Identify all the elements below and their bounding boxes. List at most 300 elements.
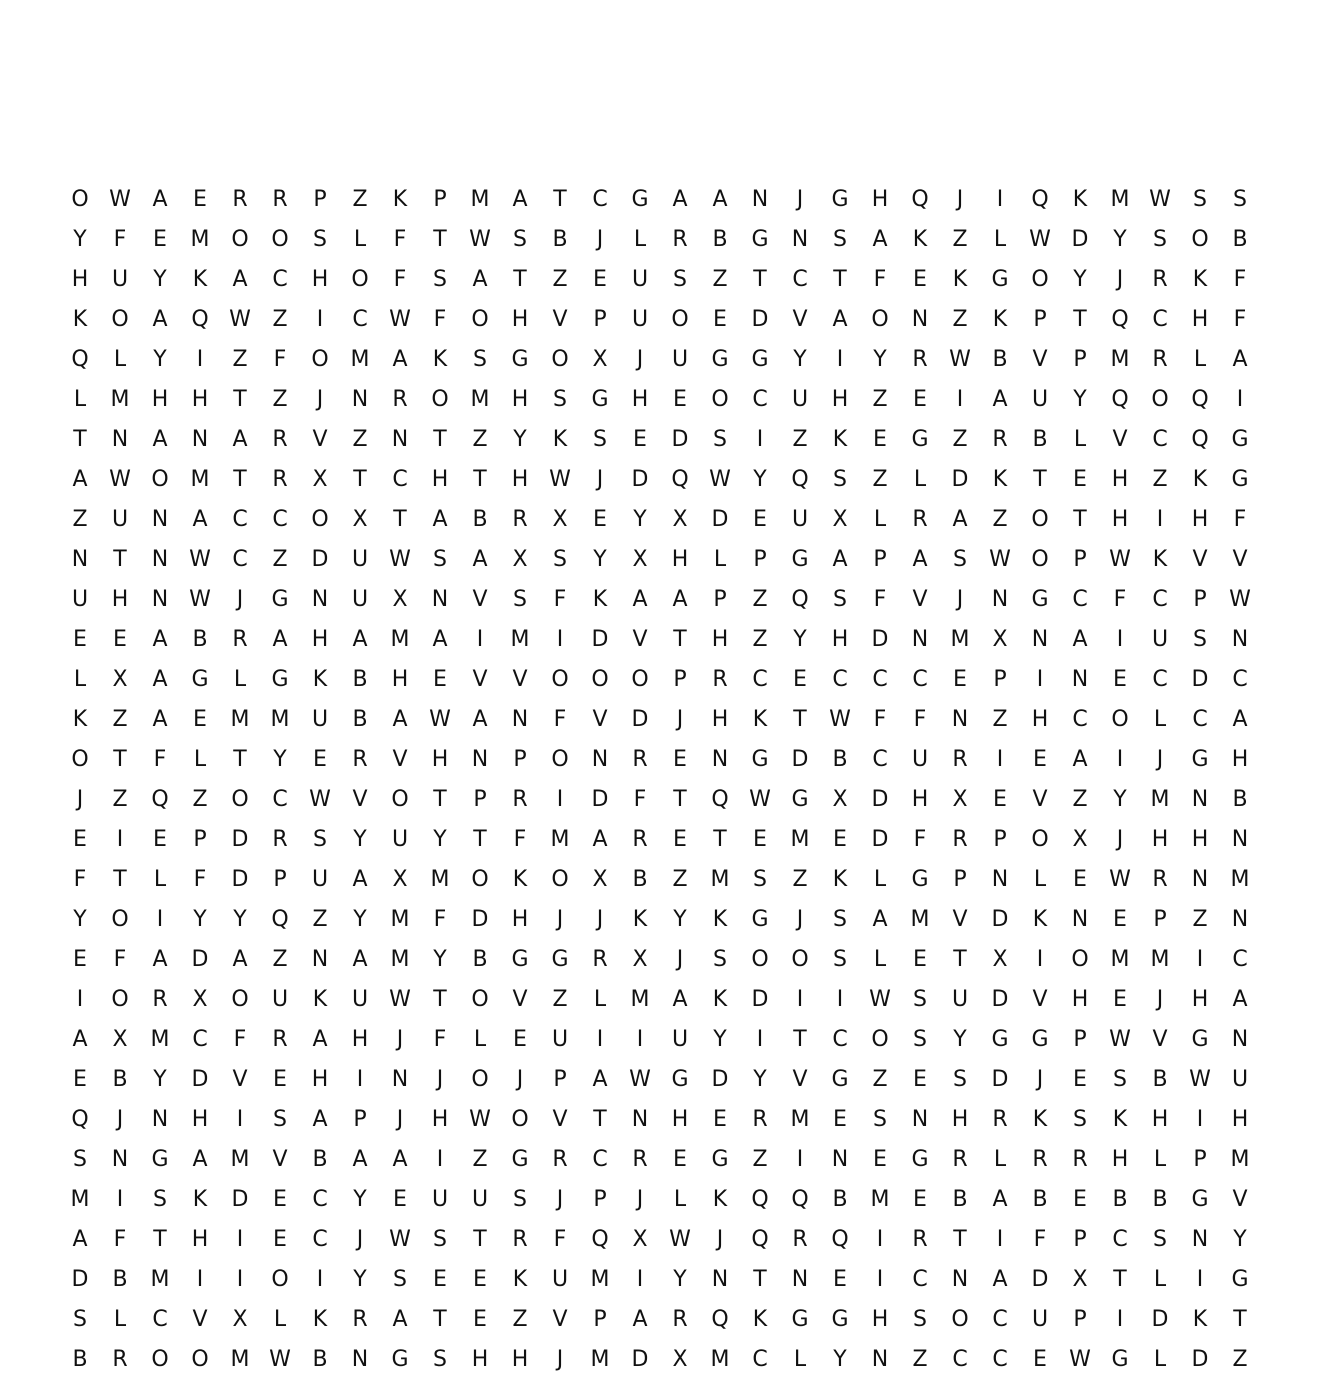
grid-letter-cell[interactable]: V xyxy=(592,707,608,732)
grid-letter-cell[interactable]: R xyxy=(632,747,648,772)
grid-letter-cell[interactable]: L xyxy=(1073,427,1087,452)
grid-letter-cell[interactable]: U xyxy=(791,507,809,532)
grid-letter-cell[interactable]: G xyxy=(751,347,769,372)
grid-letter-cell[interactable]: I xyxy=(996,747,1004,772)
grid-letter-cell[interactable]: H xyxy=(511,467,529,492)
grid-letter-cell[interactable]: C xyxy=(312,1227,328,1252)
grid-letter-cell[interactable]: C xyxy=(312,1187,328,1212)
grid-letter-cell[interactable]: N xyxy=(791,1267,809,1292)
grid-letter-cell[interactable]: H xyxy=(1191,307,1209,332)
grid-letter-cell[interactable]: I xyxy=(596,1027,604,1052)
grid-letter-cell[interactable]: N xyxy=(631,1107,649,1132)
grid-letter-cell[interactable]: V xyxy=(512,987,528,1012)
grid-letter-cell[interactable]: Y xyxy=(873,347,887,372)
grid-letter-cell[interactable]: Z xyxy=(272,307,288,332)
grid-letter-cell[interactable]: E xyxy=(273,1227,287,1252)
grid-letter-cell[interactable]: W xyxy=(309,787,331,812)
grid-letter-cell[interactable]: S xyxy=(313,227,327,252)
grid-letter-cell[interactable]: C xyxy=(232,547,248,572)
grid-letter-cell[interactable]: D xyxy=(231,867,249,892)
grid-letter-cell[interactable]: Q xyxy=(1111,387,1129,412)
grid-letter-cell[interactable]: I xyxy=(636,1027,644,1052)
grid-letter-cell[interactable]: H xyxy=(1231,747,1249,772)
grid-letter-cell[interactable]: W xyxy=(1149,187,1171,212)
grid-letter-cell[interactable]: V xyxy=(792,307,808,332)
grid-letter-cell[interactable]: P xyxy=(273,867,287,892)
grid-letter-cell[interactable]: Z xyxy=(1152,467,1168,492)
grid-letter-cell[interactable]: Y xyxy=(1233,1227,1247,1252)
grid-letter-cell[interactable]: G xyxy=(1191,747,1209,772)
grid-letter-cell[interactable]: T xyxy=(233,747,247,772)
grid-letter-cell[interactable]: P xyxy=(713,587,727,612)
grid-letter-cell[interactable]: X xyxy=(832,507,848,532)
grid-letter-cell[interactable]: C xyxy=(152,1307,168,1332)
grid-letter-cell[interactable]: V xyxy=(352,787,368,812)
grid-letter-cell[interactable]: Z xyxy=(472,1147,488,1172)
grid-letter-cell[interactable]: C xyxy=(1192,707,1208,732)
grid-letter-cell[interactable]: A xyxy=(1072,627,1088,652)
grid-letter-cell[interactable]: V xyxy=(312,427,328,452)
grid-letter-cell[interactable]: D xyxy=(1191,1347,1209,1372)
grid-letter-cell[interactable]: J xyxy=(316,387,324,412)
grid-letter-cell[interactable]: H xyxy=(1031,707,1049,732)
grid-letter-cell[interactable]: D xyxy=(1151,1307,1169,1332)
grid-letter-cell[interactable]: E xyxy=(193,707,207,732)
grid-letter-cell[interactable]: K xyxy=(1192,1307,1208,1332)
grid-letter-cell[interactable]: M xyxy=(870,1187,890,1212)
grid-letter-cell[interactable]: Q xyxy=(711,1307,729,1332)
grid-letter-cell[interactable]: L xyxy=(993,227,1007,252)
grid-letter-cell[interactable]: L xyxy=(873,867,887,892)
grid-letter-cell[interactable]: K xyxy=(832,867,848,892)
grid-letter-cell[interactable]: P xyxy=(553,1067,567,1092)
grid-letter-cell[interactable]: V xyxy=(192,1307,208,1332)
grid-letter-cell[interactable]: N xyxy=(391,427,409,452)
grid-letter-cell[interactable]: J xyxy=(1156,987,1164,1012)
grid-letter-cell[interactable]: C xyxy=(792,267,808,292)
grid-letter-cell[interactable]: Z xyxy=(912,1347,928,1372)
grid-letter-cell[interactable]: L xyxy=(1033,867,1047,892)
grid-letter-cell[interactable]: S xyxy=(73,1307,87,1332)
grid-letter-cell[interactable]: B xyxy=(312,1347,328,1372)
grid-letter-cell[interactable]: N xyxy=(911,627,929,652)
grid-letter-cell[interactable]: B xyxy=(192,627,208,652)
grid-letter-cell[interactable]: F xyxy=(273,347,287,372)
grid-letter-cell[interactable]: D xyxy=(191,947,209,972)
grid-letter-cell[interactable]: H xyxy=(431,1107,449,1132)
grid-letter-cell[interactable]: R xyxy=(112,1347,128,1372)
grid-letter-cell[interactable]: L xyxy=(913,467,927,492)
grid-letter-cell[interactable]: V xyxy=(632,627,648,652)
grid-letter-cell[interactable]: M xyxy=(710,867,730,892)
grid-letter-cell[interactable]: L xyxy=(233,667,247,692)
grid-letter-cell[interactable]: I xyxy=(116,1187,124,1212)
grid-letter-cell[interactable]: E xyxy=(153,227,167,252)
grid-letter-cell[interactable]: K xyxy=(592,587,608,612)
grid-letter-cell[interactable]: Y xyxy=(593,547,607,572)
grid-letter-cell[interactable]: H xyxy=(671,1107,689,1132)
grid-letter-cell[interactable]: R xyxy=(1152,347,1168,372)
grid-letter-cell[interactable]: V xyxy=(232,1067,248,1092)
grid-letter-cell[interactable]: I xyxy=(796,987,804,1012)
grid-letter-cell[interactable]: C xyxy=(992,1347,1008,1372)
grid-letter-cell[interactable]: M xyxy=(1150,947,1170,972)
grid-letter-cell[interactable]: K xyxy=(552,427,568,452)
grid-letter-cell[interactable]: J xyxy=(556,1187,564,1212)
grid-letter-cell[interactable]: I xyxy=(116,827,124,852)
grid-letter-cell[interactable]: M xyxy=(390,947,410,972)
grid-letter-cell[interactable]: A xyxy=(392,347,408,372)
grid-letter-cell[interactable]: K xyxy=(1152,547,1168,572)
grid-letter-cell[interactable]: A xyxy=(912,547,928,572)
grid-letter-cell[interactable]: S xyxy=(833,907,847,932)
grid-letter-cell[interactable]: Y xyxy=(353,827,367,852)
grid-letter-cell[interactable]: Z xyxy=(712,267,728,292)
grid-letter-cell[interactable]: I xyxy=(1156,507,1164,532)
grid-letter-cell[interactable]: Y xyxy=(633,507,647,532)
grid-letter-cell[interactable]: G xyxy=(1231,427,1249,452)
grid-letter-cell[interactable]: C xyxy=(752,1347,768,1372)
grid-letter-cell[interactable]: F xyxy=(1033,1227,1047,1252)
grid-letter-cell[interactable]: G xyxy=(991,1027,1009,1052)
grid-letter-cell[interactable]: M xyxy=(1230,1147,1250,1172)
grid-letter-cell[interactable]: H xyxy=(191,387,209,412)
grid-letter-cell[interactable]: D xyxy=(591,627,609,652)
grid-letter-cell[interactable]: F xyxy=(393,267,407,292)
grid-letter-cell[interactable]: M xyxy=(70,1187,90,1212)
grid-letter-cell[interactable]: J xyxy=(596,227,604,252)
grid-letter-cell[interactable]: Q xyxy=(711,787,729,812)
grid-letter-cell[interactable]: G xyxy=(911,1147,929,1172)
grid-letter-cell[interactable]: F xyxy=(873,587,887,612)
grid-letter-cell[interactable]: U xyxy=(951,987,969,1012)
grid-letter-cell[interactable]: A xyxy=(352,627,368,652)
grid-letter-cell[interactable]: S xyxy=(273,1107,287,1132)
grid-letter-cell[interactable]: R xyxy=(232,627,248,652)
grid-letter-cell[interactable]: E xyxy=(593,267,607,292)
grid-letter-cell[interactable]: X xyxy=(672,1347,688,1372)
grid-letter-cell[interactable]: W xyxy=(389,1227,411,1252)
grid-letter-cell[interactable]: A xyxy=(192,507,208,532)
grid-letter-cell[interactable]: J xyxy=(676,947,684,972)
grid-letter-cell[interactable]: G xyxy=(391,1347,409,1372)
grid-letter-cell[interactable]: H xyxy=(511,907,529,932)
grid-letter-cell[interactable]: T xyxy=(433,1307,447,1332)
grid-letter-cell[interactable]: N xyxy=(351,1347,369,1372)
grid-letter-cell[interactable]: X xyxy=(992,947,1008,972)
grid-letter-cell[interactable]: U xyxy=(311,707,329,732)
grid-letter-cell[interactable]: Q xyxy=(191,307,209,332)
grid-letter-cell[interactable]: O xyxy=(1191,227,1209,252)
grid-letter-cell[interactable]: H xyxy=(431,747,449,772)
grid-letter-cell[interactable]: E xyxy=(73,1067,87,1092)
grid-letter-cell[interactable]: S xyxy=(433,547,447,572)
grid-letter-cell[interactable]: M xyxy=(1110,347,1130,372)
grid-letter-cell[interactable]: T xyxy=(713,827,727,852)
grid-letter-cell[interactable]: J xyxy=(1036,1067,1044,1092)
grid-letter-cell[interactable]: I xyxy=(436,1147,444,1172)
grid-letter-cell[interactable]: D xyxy=(671,427,689,452)
grid-letter-cell[interactable]: O xyxy=(271,227,289,252)
grid-letter-cell[interactable]: D xyxy=(631,1347,649,1372)
grid-letter-cell[interactable]: R xyxy=(552,1147,568,1172)
grid-letter-cell[interactable]: I xyxy=(556,787,564,812)
grid-letter-cell[interactable]: J xyxy=(636,1187,644,1212)
grid-letter-cell[interactable]: Y xyxy=(153,267,167,292)
grid-letter-cell[interactable]: U xyxy=(671,1027,689,1052)
grid-letter-cell[interactable]: D xyxy=(751,307,769,332)
grid-letter-cell[interactable]: N xyxy=(1231,1027,1249,1052)
grid-letter-cell[interactable]: G xyxy=(1191,1027,1209,1052)
grid-letter-cell[interactable]: R xyxy=(952,1147,968,1172)
grid-letter-cell[interactable]: Z xyxy=(232,347,248,372)
grid-letter-cell[interactable]: W xyxy=(669,1227,691,1252)
grid-letter-cell[interactable]: C xyxy=(832,1027,848,1052)
grid-letter-cell[interactable]: O xyxy=(231,227,249,252)
grid-letter-cell[interactable]: Y xyxy=(433,947,447,972)
grid-letter-cell[interactable]: O xyxy=(431,387,449,412)
grid-letter-cell[interactable]: H xyxy=(191,1107,209,1132)
grid-letter-cell[interactable]: U xyxy=(351,547,369,572)
grid-letter-cell[interactable]: T xyxy=(473,1227,487,1252)
grid-letter-cell[interactable]: J xyxy=(596,467,604,492)
grid-letter-cell[interactable]: I xyxy=(1196,1107,1204,1132)
grid-letter-cell[interactable]: V xyxy=(552,1307,568,1332)
grid-letter-cell[interactable]: O xyxy=(551,867,569,892)
grid-letter-cell[interactable]: F xyxy=(1113,587,1127,612)
grid-letter-cell[interactable]: E xyxy=(113,627,127,652)
grid-letter-cell[interactable]: V xyxy=(392,747,408,772)
grid-letter-cell[interactable]: F xyxy=(113,1227,127,1252)
grid-letter-cell[interactable]: X xyxy=(392,587,408,612)
grid-letter-cell[interactable]: O xyxy=(751,947,769,972)
grid-letter-cell[interactable]: D xyxy=(591,787,609,812)
grid-letter-cell[interactable]: K xyxy=(512,867,528,892)
grid-letter-cell[interactable]: S xyxy=(833,227,847,252)
grid-letter-cell[interactable]: X xyxy=(392,867,408,892)
grid-letter-cell[interactable]: E xyxy=(593,507,607,532)
grid-letter-cell[interactable]: Q xyxy=(671,467,689,492)
grid-letter-cell[interactable]: E xyxy=(1073,1067,1087,1092)
grid-letter-cell[interactable]: G xyxy=(511,947,529,972)
grid-letter-cell[interactable]: A xyxy=(432,507,448,532)
grid-letter-cell[interactable]: N xyxy=(591,747,609,772)
grid-letter-cell[interactable]: N xyxy=(1031,627,1049,652)
grid-letter-cell[interactable]: S xyxy=(1073,1107,1087,1132)
grid-letter-cell[interactable]: P xyxy=(1073,347,1087,372)
grid-letter-cell[interactable]: X xyxy=(832,787,848,812)
grid-letter-cell[interactable]: T xyxy=(833,267,847,292)
grid-letter-cell[interactable]: I xyxy=(876,1227,884,1252)
grid-letter-cell[interactable]: D xyxy=(991,907,1009,932)
grid-letter-cell[interactable]: G xyxy=(711,1147,729,1172)
grid-letter-cell[interactable]: Q xyxy=(71,347,89,372)
grid-letter-cell[interactable]: A xyxy=(632,1307,648,1332)
grid-letter-cell[interactable]: D xyxy=(871,827,889,852)
grid-letter-cell[interactable]: J xyxy=(556,1347,564,1372)
grid-letter-cell[interactable]: G xyxy=(1111,1347,1129,1372)
grid-letter-cell[interactable]: O xyxy=(231,987,249,1012)
grid-letter-cell[interactable]: C xyxy=(872,667,888,692)
grid-letter-cell[interactable]: Z xyxy=(952,427,968,452)
grid-letter-cell[interactable]: Y xyxy=(233,907,247,932)
grid-letter-cell[interactable]: F xyxy=(553,707,567,732)
grid-letter-cell[interactable]: E xyxy=(913,947,927,972)
grid-letter-cell[interactable]: T xyxy=(433,987,447,1012)
grid-letter-cell[interactable]: M xyxy=(550,827,570,852)
grid-letter-cell[interactable]: S xyxy=(713,427,727,452)
grid-letter-cell[interactable]: Z xyxy=(272,947,288,972)
grid-letter-cell[interactable]: L xyxy=(673,1187,687,1212)
grid-letter-cell[interactable]: T xyxy=(953,1227,967,1252)
grid-letter-cell[interactable]: O xyxy=(1031,507,1049,532)
grid-letter-cell[interactable]: G xyxy=(271,667,289,692)
grid-letter-cell[interactable]: G xyxy=(911,427,929,452)
grid-letter-cell[interactable]: G xyxy=(831,1307,849,1332)
grid-letter-cell[interactable]: U xyxy=(111,267,129,292)
grid-letter-cell[interactable]: S xyxy=(513,227,527,252)
grid-letter-cell[interactable]: M xyxy=(470,187,490,212)
grid-letter-cell[interactable]: L xyxy=(1153,1267,1167,1292)
grid-letter-cell[interactable]: T xyxy=(473,827,487,852)
grid-letter-cell[interactable]: N xyxy=(991,587,1009,612)
grid-letter-cell[interactable]: L xyxy=(793,1347,807,1372)
grid-letter-cell[interactable]: M xyxy=(590,1267,610,1292)
grid-letter-cell[interactable]: G xyxy=(1231,1267,1249,1292)
grid-letter-cell[interactable]: P xyxy=(1153,907,1167,932)
grid-letter-cell[interactable]: Y xyxy=(793,347,807,372)
grid-letter-cell[interactable]: P xyxy=(513,747,527,772)
grid-letter-cell[interactable]: M xyxy=(230,707,250,732)
grid-letter-cell[interactable]: W xyxy=(389,547,411,572)
grid-letter-cell[interactable]: B xyxy=(72,1347,88,1372)
grid-letter-cell[interactable]: I xyxy=(836,347,844,372)
grid-letter-cell[interactable]: I xyxy=(316,1267,324,1292)
grid-letter-cell[interactable]: J xyxy=(676,707,684,732)
grid-letter-cell[interactable]: A xyxy=(152,307,168,332)
grid-letter-cell[interactable]: O xyxy=(151,1347,169,1372)
grid-letter-cell[interactable]: A xyxy=(712,187,728,212)
grid-letter-cell[interactable]: B xyxy=(832,1187,848,1212)
grid-letter-cell[interactable]: J xyxy=(796,907,804,932)
grid-letter-cell[interactable]: H xyxy=(391,667,409,692)
grid-letter-cell[interactable]: A xyxy=(272,627,288,652)
grid-letter-cell[interactable]: J xyxy=(956,587,964,612)
grid-letter-cell[interactable]: I xyxy=(316,307,324,332)
grid-letter-cell[interactable]: V xyxy=(512,667,528,692)
grid-letter-cell[interactable]: I xyxy=(756,1027,764,1052)
grid-letter-cell[interactable]: S xyxy=(433,267,447,292)
grid-letter-cell[interactable]: E xyxy=(833,1267,847,1292)
grid-letter-cell[interactable]: T xyxy=(233,387,247,412)
grid-letter-cell[interactable]: M xyxy=(1150,787,1170,812)
grid-letter-cell[interactable]: N xyxy=(831,1147,849,1172)
grid-letter-cell[interactable]: O xyxy=(1031,827,1049,852)
grid-letter-cell[interactable]: R xyxy=(912,347,928,372)
grid-letter-cell[interactable]: I xyxy=(1116,747,1124,772)
grid-letter-cell[interactable]: E xyxy=(753,507,767,532)
grid-letter-cell[interactable]: G xyxy=(711,347,729,372)
grid-letter-cell[interactable]: R xyxy=(952,827,968,852)
grid-letter-cell[interactable]: H xyxy=(71,267,89,292)
grid-letter-cell[interactable]: D xyxy=(951,467,969,492)
grid-letter-cell[interactable]: O xyxy=(671,307,689,332)
grid-letter-cell[interactable]: Q xyxy=(151,787,169,812)
grid-letter-cell[interactable]: M xyxy=(110,387,130,412)
grid-letter-cell[interactable]: E xyxy=(73,627,87,652)
grid-letter-cell[interactable]: K xyxy=(1032,907,1048,932)
grid-letter-cell[interactable]: K xyxy=(712,987,728,1012)
grid-letter-cell[interactable]: D xyxy=(991,987,1009,1012)
grid-letter-cell[interactable]: J xyxy=(516,1067,524,1092)
grid-letter-cell[interactable]: M xyxy=(230,1147,250,1172)
grid-letter-cell[interactable]: U xyxy=(391,827,409,852)
grid-letter-cell[interactable]: Q xyxy=(1031,187,1049,212)
grid-letter-cell[interactable]: C xyxy=(592,1147,608,1172)
grid-letter-cell[interactable]: F xyxy=(73,867,87,892)
grid-letter-cell[interactable]: T xyxy=(393,507,407,532)
grid-letter-cell[interactable]: T xyxy=(673,627,687,652)
grid-letter-cell[interactable]: E xyxy=(873,1147,887,1172)
grid-letter-cell[interactable]: Q xyxy=(791,467,809,492)
grid-letter-cell[interactable]: O xyxy=(471,867,489,892)
grid-letter-cell[interactable]: L xyxy=(993,1147,1007,1172)
grid-letter-cell[interactable]: A xyxy=(1072,747,1088,772)
grid-letter-cell[interactable]: A xyxy=(872,907,888,932)
grid-letter-cell[interactable]: J xyxy=(76,787,84,812)
grid-letter-cell[interactable]: Z xyxy=(272,387,288,412)
grid-letter-cell[interactable]: R xyxy=(512,787,528,812)
grid-letter-cell[interactable]: C xyxy=(272,507,288,532)
grid-letter-cell[interactable]: E xyxy=(1073,867,1087,892)
grid-letter-cell[interactable]: U xyxy=(111,507,129,532)
grid-letter-cell[interactable]: U xyxy=(471,1187,489,1212)
grid-letter-cell[interactable]: H xyxy=(431,467,449,492)
grid-letter-cell[interactable]: H xyxy=(1151,827,1169,852)
grid-letter-cell[interactable]: D xyxy=(791,747,809,772)
grid-letter-cell[interactable]: M xyxy=(430,867,450,892)
grid-letter-cell[interactable]: Z xyxy=(752,1147,768,1172)
grid-letter-cell[interactable]: U xyxy=(431,1187,449,1212)
grid-letter-cell[interactable]: G xyxy=(551,947,569,972)
grid-letter-cell[interactable]: T xyxy=(793,1027,807,1052)
grid-letter-cell[interactable]: S xyxy=(1153,1227,1167,1252)
grid-letter-cell[interactable]: I xyxy=(236,1227,244,1252)
grid-letter-cell[interactable]: E xyxy=(1113,667,1127,692)
grid-letter-cell[interactable]: M xyxy=(1110,187,1130,212)
grid-letter-cell[interactable]: O xyxy=(871,1027,889,1052)
grid-letter-cell[interactable]: V xyxy=(1232,1187,1248,1212)
grid-letter-cell[interactable]: F xyxy=(433,907,447,932)
grid-letter-cell[interactable]: Z xyxy=(992,507,1008,532)
grid-letter-cell[interactable]: E xyxy=(793,667,807,692)
grid-letter-cell[interactable]: L xyxy=(273,1307,287,1332)
grid-letter-cell[interactable]: F xyxy=(113,227,127,252)
grid-letter-cell[interactable]: D xyxy=(471,907,489,932)
grid-letter-cell[interactable]: Q xyxy=(911,187,929,212)
grid-letter-cell[interactable]: W xyxy=(1189,1067,1211,1092)
grid-letter-cell[interactable]: E xyxy=(313,747,327,772)
grid-letter-cell[interactable]: K xyxy=(912,227,928,252)
grid-letter-cell[interactable]: I xyxy=(1236,387,1244,412)
grid-letter-cell[interactable]: Z xyxy=(872,387,888,412)
grid-letter-cell[interactable]: B xyxy=(352,667,368,692)
grid-letter-cell[interactable]: Q xyxy=(831,1227,849,1252)
grid-letter-cell[interactable]: C xyxy=(352,307,368,332)
grid-letter-cell[interactable]: S xyxy=(753,867,767,892)
grid-letter-cell[interactable]: Q xyxy=(591,1227,609,1252)
grid-letter-cell[interactable]: S xyxy=(553,547,567,572)
